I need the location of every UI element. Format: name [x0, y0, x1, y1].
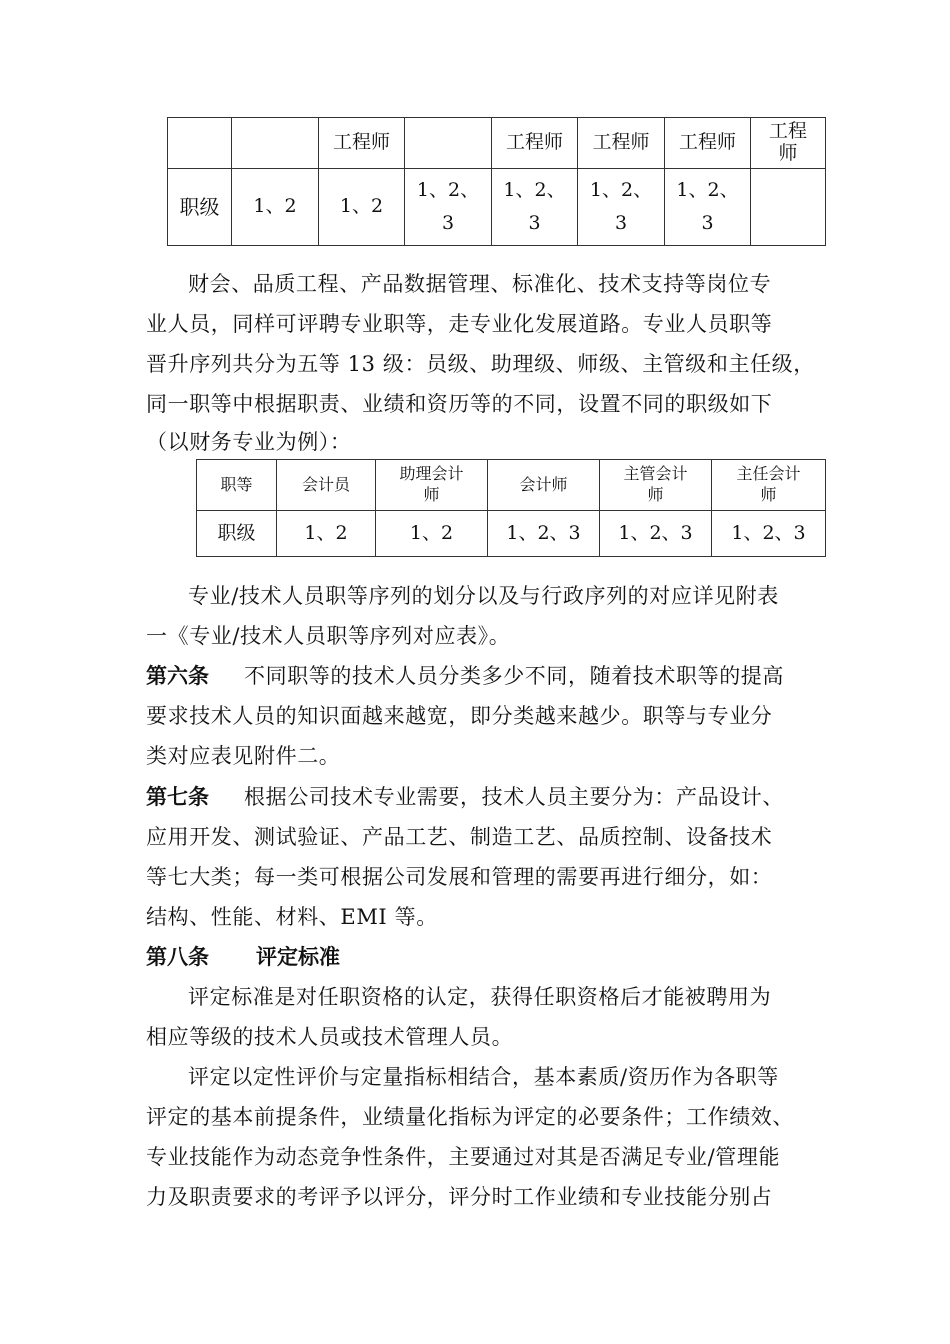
article-title-8: 第八条: [146, 944, 209, 969]
table-row: [197, 511, 826, 557]
body-text-line: 相应等级的技术人员或技术管理人员。: [146, 1025, 514, 1049]
table-cell: 职级: [168, 169, 232, 246]
body-text-line: 等七大类；每一类可根据公司发展和管理的需要再进行细分，如：: [146, 865, 773, 889]
table-cell: 会计师: [488, 460, 600, 511]
table-cell: 工程 师: [751, 118, 826, 169]
table-cell: 工程师: [578, 118, 665, 169]
table-cell: 1、2、3: [488, 511, 600, 557]
table-cell: 工程师: [492, 118, 578, 169]
body-text-line: 应用开发、测试验证、产品工艺、制造工艺、品质控制、设备技术: [146, 825, 773, 849]
table-cell: 1、2: [319, 169, 405, 246]
engineer-grade-table: [167, 117, 826, 246]
table-cell: 主任会计 师: [712, 460, 826, 511]
body-text-line: 一《专业/技术人员职等序列对应表》。: [146, 624, 511, 648]
section-heading: 评定标准: [256, 944, 340, 969]
body-text-line: 要求技术人员的知识面越来越宽，即分类越来越少。职等与专业分: [146, 704, 773, 728]
body-text-line: 不同职等的技术人员分类多少不同，随着技术职等的提高: [244, 664, 784, 688]
table-row: [168, 169, 826, 246]
article-title-6: 第六条: [146, 663, 209, 688]
table-cell: 1、2、 3: [665, 169, 751, 246]
table-cell: 1、2: [277, 511, 376, 557]
table-cell: 1、2、 3: [578, 169, 665, 246]
body-text-line: 评定以定性评价与定量指标相结合，基本素质/资历作为各职等: [188, 1065, 779, 1089]
body-text-line: （以财务专业为例）：: [146, 430, 352, 454]
table-cell: 1、2、3: [600, 511, 712, 557]
finance-grade-table: [196, 459, 826, 557]
table-cell: 工程师: [665, 118, 751, 169]
body-text-line: 业人员，同样可评聘专业职等，走专业化发展道路。专业人员职等: [146, 312, 773, 336]
table-cell: [405, 118, 492, 169]
body-text-line: 评定的基本前提条件，业绩量化指标为评定的必要条件；工作绩效、: [146, 1105, 794, 1129]
table-cell: 会计员: [277, 460, 376, 511]
table-cell: 助理会计 师: [376, 460, 488, 511]
body-text-line: 财会、品质工程、产品数据管理、标准化、技术支持等岗位专: [188, 272, 772, 296]
body-text-line: 评定标准是对任职资格的认定，获得任职资格后才能被聘用为: [188, 985, 772, 1009]
body-text-line: 类对应表见附件二。: [146, 744, 341, 768]
body-text-line: 专业/技术人员职等序列的划分以及与行政序列的对应详见附表: [188, 584, 779, 608]
body-text-line: 根据公司技术专业需要，技术人员主要分为：产品设计、: [244, 785, 784, 809]
table-header-row: [168, 118, 826, 169]
article-title-7: 第七条: [146, 784, 209, 809]
body-text-line: 专业技能作为动态竞争性条件，主要通过对其是否满足专业/管理能: [146, 1145, 781, 1169]
table-cell: 工程师: [319, 118, 405, 169]
table-cell: 1、2、3: [712, 511, 826, 557]
table-cell: [751, 169, 826, 246]
body-text-line: 结构、性能、材料、EMI 等。: [146, 905, 438, 929]
table-header-row: [197, 460, 826, 511]
table-cell: [232, 118, 319, 169]
table-cell: 职级: [197, 511, 277, 557]
body-text-line: 力及职责要求的考评予以评分，评分时工作业绩和专业技能分别占: [146, 1185, 773, 1209]
table-cell: 1、2、 3: [405, 169, 492, 246]
table-cell: 1、2、 3: [492, 169, 578, 246]
table-cell: 职等: [197, 460, 277, 511]
table-cell: [168, 118, 232, 169]
table-cell: 1、2: [376, 511, 488, 557]
body-text-line: 同一职等中根据职责、业绩和资历等的不同，设置不同的职级如下: [146, 392, 773, 416]
table-cell: 1、2: [232, 169, 319, 246]
body-text-line: 晋升序列共分为五等 13 级：员级、助理级、师级、主管级和主任级，: [146, 352, 815, 376]
table-cell: 主管会计 师: [600, 460, 712, 511]
